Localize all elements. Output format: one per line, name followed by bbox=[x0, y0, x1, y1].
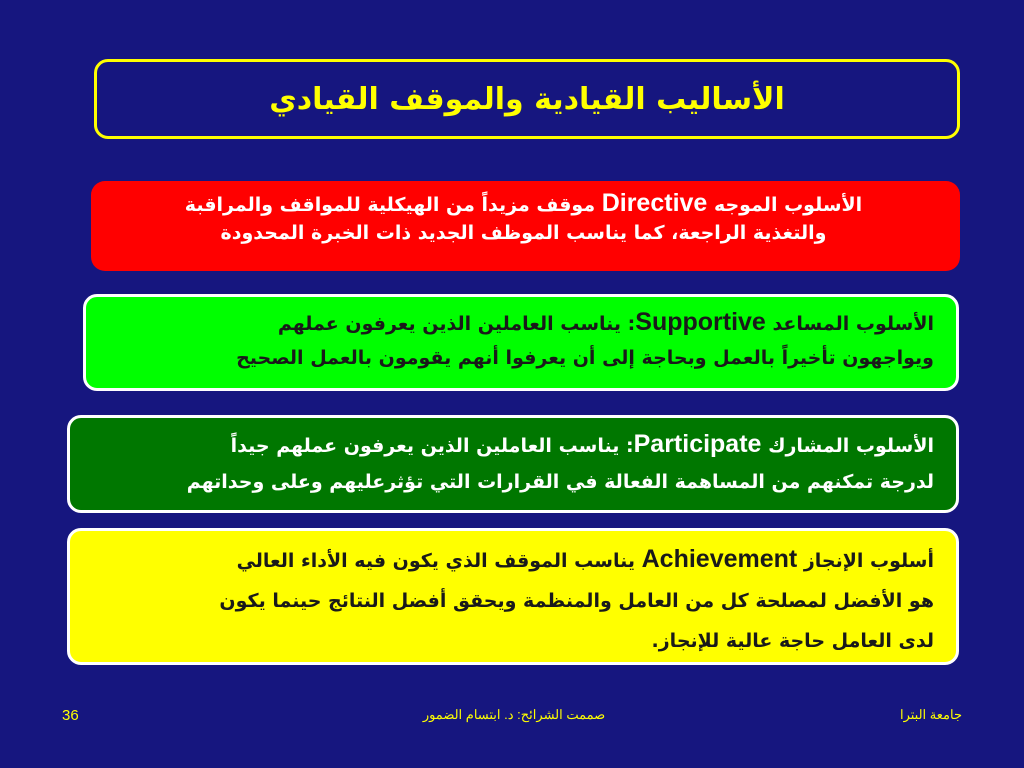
participate-suffix: : يناسب العاملين الذين يعرفون عملهم جيداً bbox=[230, 435, 634, 457]
supportive-style-box bbox=[83, 294, 959, 391]
participate-line-2: لدرجة تمكنهم من المساهمة الفعالة في القرارات التي تؤثرعليهم وعلى وحداتهم bbox=[186, 471, 934, 493]
supportive-prefix: الأسلوب المساعد bbox=[765, 313, 934, 335]
supportive-suffix: : يناسب العاملين الذين يعرفون عملهم bbox=[277, 313, 636, 335]
supportive-line-2: ويواجهون تأخيراً بالعمل وبحاجة إلى أن يعرفوا أنهم يقومون بالعمل الصحيح bbox=[236, 347, 934, 369]
directive-suffix: موقف مزيداً من الهيكلية للمواقف والمراقبة bbox=[184, 194, 602, 216]
supportive-line-1 bbox=[104, 305, 934, 341]
participate-term: Participate bbox=[633, 430, 762, 458]
slide-credit: صممت الشرائح: د. ابتسام الضمور bbox=[422, 707, 606, 722]
achievement-prefix: أسلوب الإنجاز bbox=[797, 550, 934, 572]
slide-title-frame bbox=[94, 59, 960, 139]
achievement-style-box bbox=[67, 528, 959, 665]
achievement-line-3: لدى العامل حاجة عالية للإنجاز. bbox=[651, 630, 934, 652]
participate-line-1 bbox=[88, 426, 934, 464]
university-name: جامعة البترا bbox=[899, 707, 962, 722]
directive-line-2: والتغذية الراجعة، كما يناسب الموظف الجديد ذات الخبرة المحدودة bbox=[220, 222, 827, 244]
directive-term: Directive bbox=[601, 189, 708, 217]
directive-line-1 bbox=[109, 189, 938, 219]
page-number: 36 bbox=[62, 707, 79, 724]
supportive-term: Supportive bbox=[635, 308, 766, 336]
slide-title: الأساليب القيادية والموقف القيادي bbox=[269, 81, 785, 117]
participate-style-box bbox=[67, 415, 959, 513]
achievement-suffix: يناسب الموقف الذي يكون فيه الأداء العالي bbox=[236, 550, 642, 572]
achievement-line-2: هو الأفضل لمصلحة كل من العامل والمنظمة ويحقق أفضل النتائج حينما يكون bbox=[219, 590, 934, 612]
directive-style-box bbox=[91, 181, 960, 271]
directive-prefix: الأسلوب الموجه bbox=[707, 194, 863, 216]
achievement-line-1 bbox=[88, 539, 934, 581]
achievement-term: Achievement bbox=[641, 545, 798, 573]
participate-prefix: الأسلوب المشارك bbox=[761, 435, 934, 457]
